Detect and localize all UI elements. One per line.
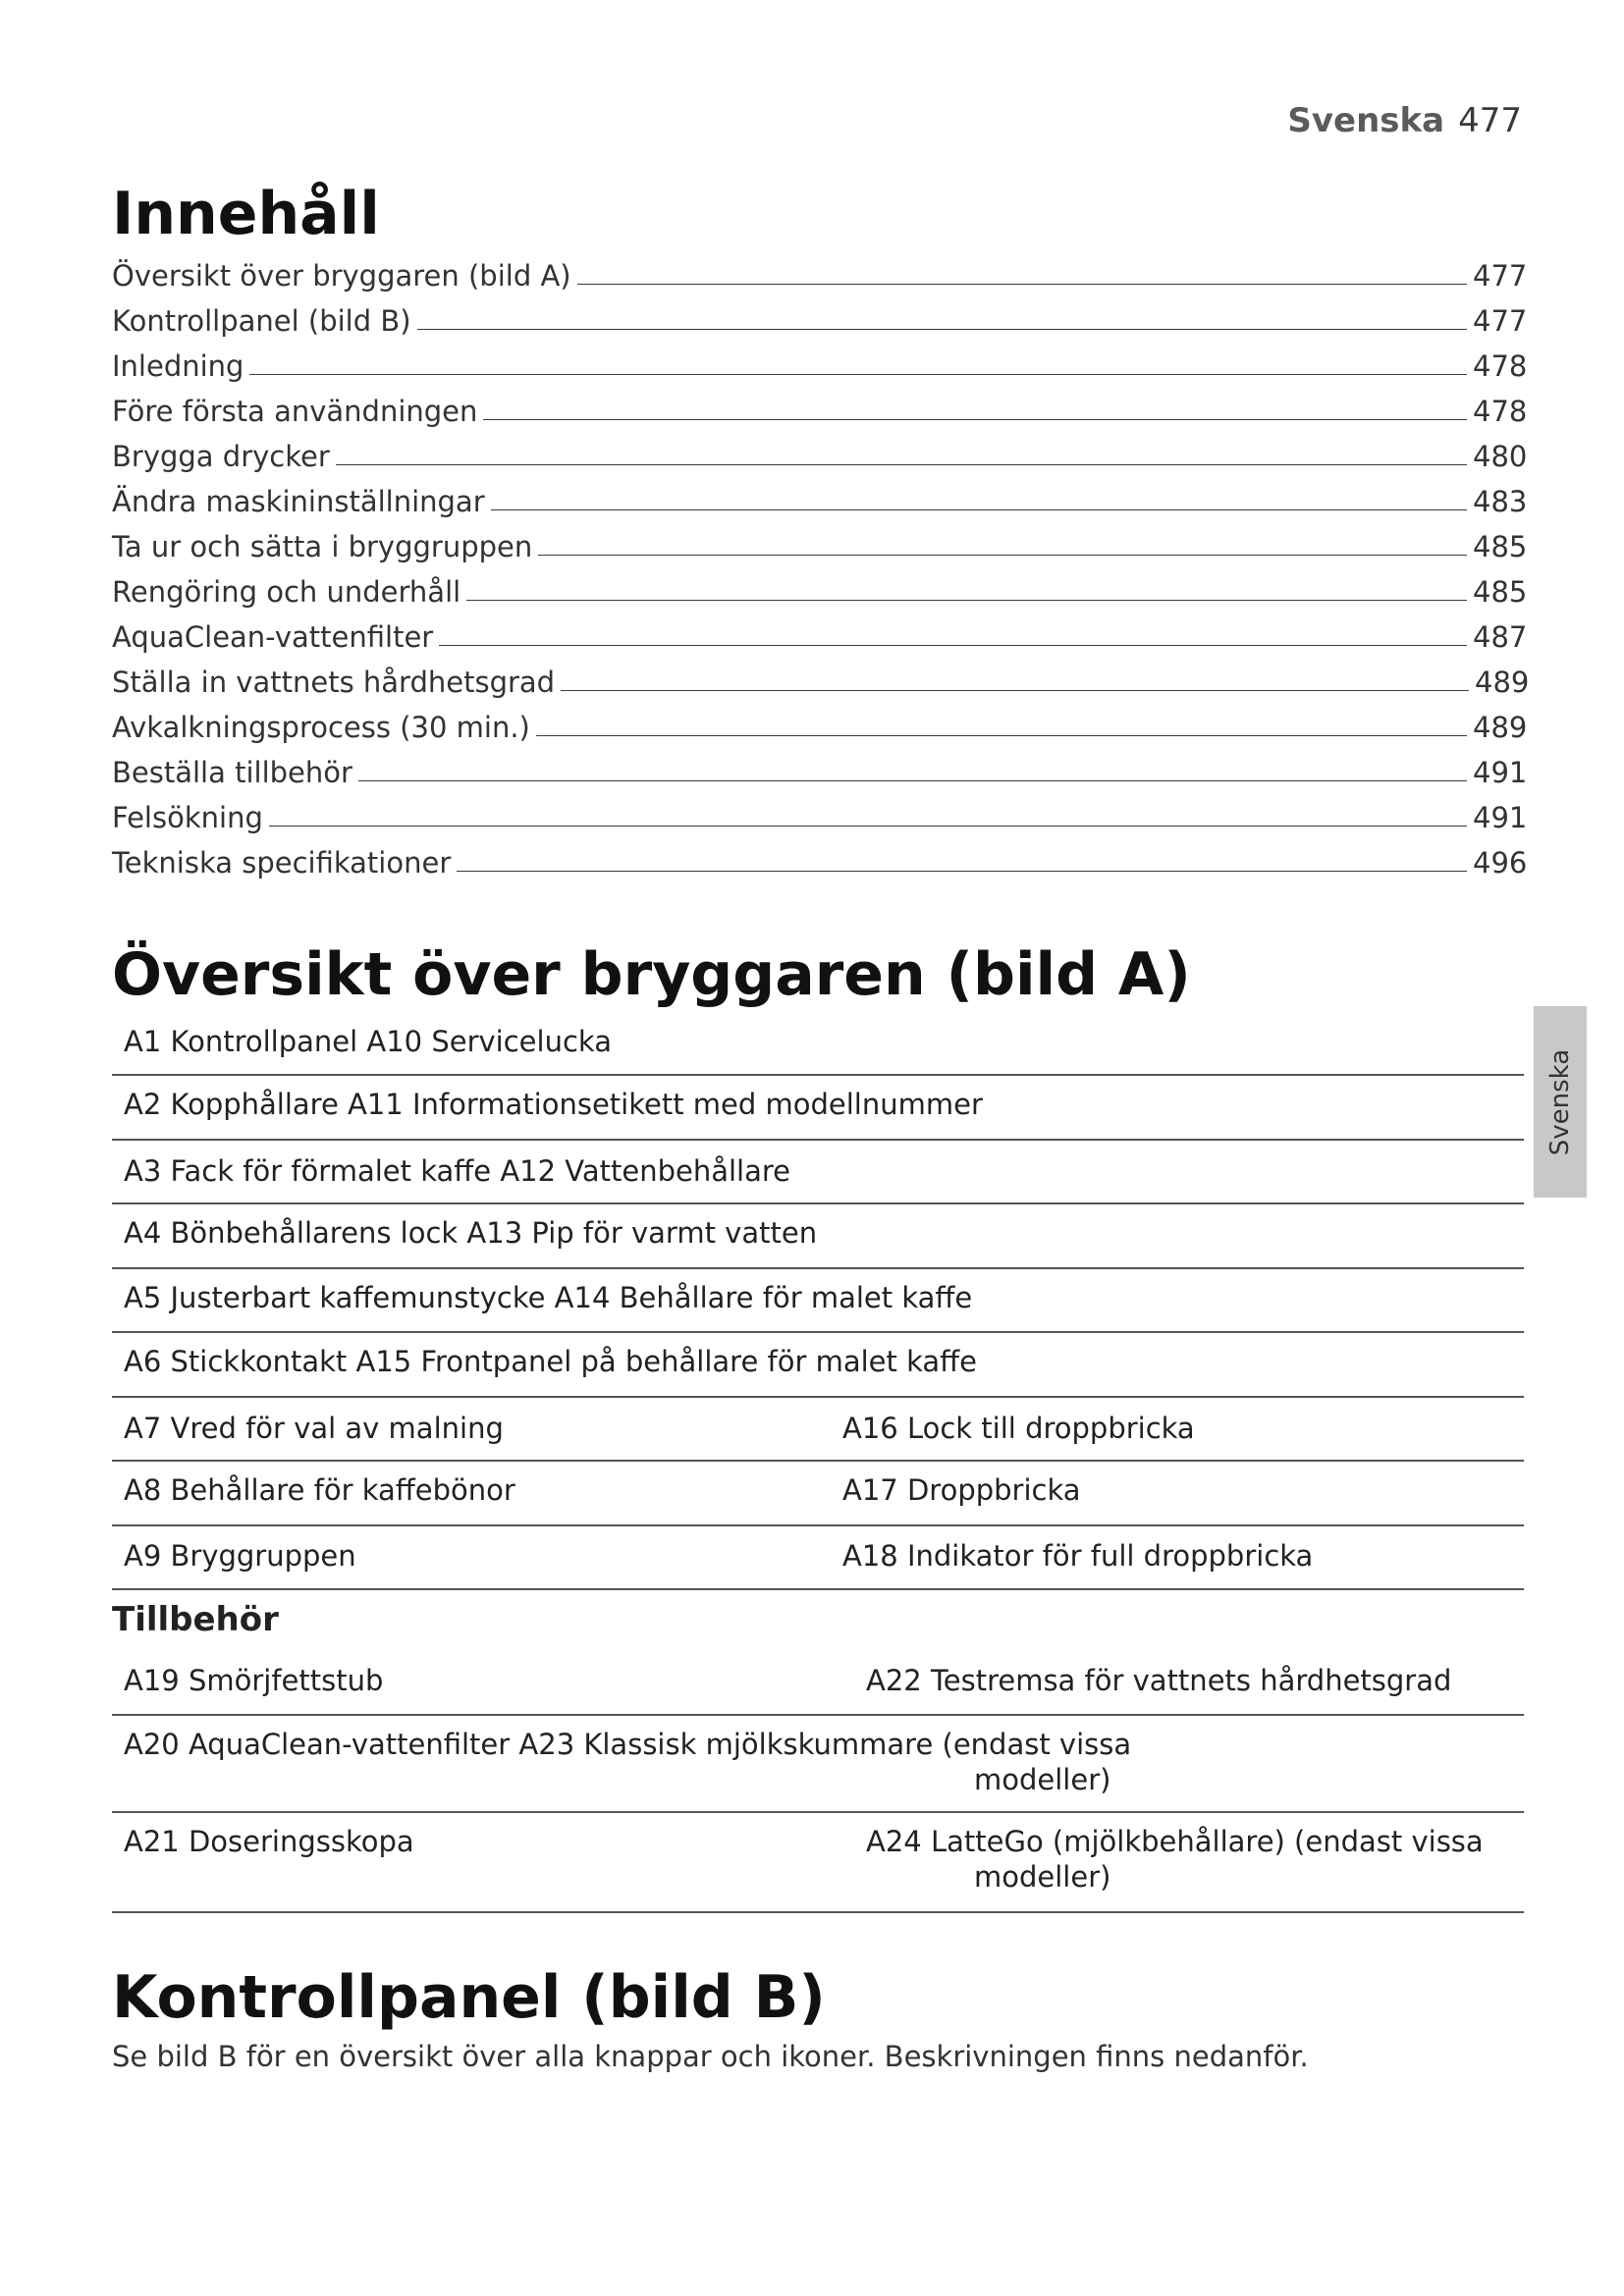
table-row	[112, 1526, 1524, 1590]
toc-entry[interactable]	[112, 293, 1526, 338]
table-cell: A16 Lock till droppbricka	[842, 1412, 1195, 1445]
table-row	[112, 1398, 1524, 1462]
table-row	[112, 1333, 1524, 1398]
toc-entry-label: Översikt över bryggaren (bild A)	[112, 259, 571, 293]
toc-entry-page: 489	[1473, 711, 1528, 744]
toc-entry[interactable]	[112, 789, 1526, 834]
toc-entry-label: Rengöring och underhåll	[112, 575, 461, 609]
control-panel-description: Se bild B för en översikt över alla knappar och ikoner. Beskrivningen finns nedanför.	[112, 2040, 1309, 2073]
toc-entry-page: 496	[1473, 846, 1528, 880]
toc-entry-page: 485	[1473, 530, 1528, 563]
toc-entry[interactable]	[112, 699, 1526, 744]
toc-entry[interactable]	[112, 654, 1530, 699]
table-cell: A21 Doseringsskopa	[124, 1825, 414, 1858]
page-header	[1287, 101, 1522, 140]
toc-entry[interactable]	[112, 834, 1526, 880]
toc-entry[interactable]	[112, 563, 1526, 609]
table-cell: A4 Bönbehållarens lock A13 Pip för varmt vatten	[124, 1216, 818, 1250]
toc-leader	[483, 419, 1467, 420]
table-row	[112, 1652, 1524, 1716]
header-language: Svenska	[1287, 101, 1445, 140]
overview-title: Översikt över bryggaren (bild A)	[112, 940, 1191, 1009]
toc-entry-label: Ställa in vattnets hårdhetsgrad	[112, 666, 556, 699]
toc-leader	[561, 690, 1469, 691]
table-cell: A5 Justerbart kaffemunstycke A14 Behållare för malet kaffe	[124, 1281, 973, 1314]
toc-leader	[491, 509, 1467, 510]
language-side-tab	[1534, 1006, 1587, 1198]
table-cell: A2 Kopphållare A11 Informationsetikett med modellnummer	[124, 1088, 983, 1121]
table-cell: A22 Testremsa för vattnets hårdhetsgrad	[866, 1664, 1452, 1697]
toc-entry[interactable]	[112, 609, 1526, 654]
toc-entry-label: Inledning	[112, 349, 244, 383]
table-cell: A1 Kontrollpanel A10 Servicelucka	[124, 1025, 612, 1058]
table-cell: A18 Indikator för full droppbricka	[842, 1539, 1314, 1573]
toc-entry[interactable]	[112, 247, 1526, 293]
toc-entry-label: Före första användningen	[112, 395, 478, 428]
table-cell: A8 Behållare för kaffebönor	[124, 1473, 515, 1507]
toc-entry-label: AquaClean-vattenfilter	[112, 620, 434, 654]
toc-entry-page: 491	[1473, 801, 1528, 834]
accessories-heading: Tillbehör	[112, 1600, 279, 1639]
toc-entry-page: 478	[1473, 395, 1528, 428]
accessories-table	[112, 1652, 1524, 1913]
table-row	[112, 1813, 1524, 1913]
table-of-contents	[112, 247, 1530, 880]
table-cell: A20 AquaClean-vattenfilter A23 Klassisk mjölkskummare (endast vissa	[124, 1728, 1132, 1761]
overview-table	[112, 1011, 1524, 1590]
toc-entry[interactable]	[112, 473, 1526, 518]
toc-entry-page: 480	[1473, 440, 1528, 473]
header-page-number: 477	[1458, 101, 1522, 140]
toc-entry[interactable]	[112, 518, 1526, 563]
table-cell: A17 Droppbricka	[842, 1473, 1081, 1507]
table-cell-continuation: modeller)	[974, 1763, 1111, 1796]
toc-entry-label: Tekniska specifikationer	[112, 846, 452, 880]
toc-entry-label: Ändra maskininställningar	[112, 485, 485, 518]
table-row	[112, 1141, 1524, 1204]
table-cell: A3 Fack för förmalet kaffe A12 Vattenbehållare	[124, 1154, 791, 1188]
toc-entry-label: Felsökning	[112, 801, 263, 834]
toc-entry-page: 478	[1473, 349, 1528, 383]
toc-entry-page: 489	[1475, 666, 1530, 699]
toc-leader	[417, 329, 1467, 330]
table-cell-continuation: modeller)	[974, 1860, 1111, 1894]
table-row	[112, 1011, 1524, 1076]
toc-entry-page: 485	[1473, 575, 1528, 609]
toc-entry-page: 477	[1473, 259, 1528, 293]
control-panel-title: Kontrollpanel (bild B)	[112, 1963, 826, 2032]
toc-entry-label: Kontrollpanel (bild B)	[112, 304, 411, 338]
toc-entry[interactable]	[112, 428, 1526, 473]
table-cell: A19 Smörjfettstub	[124, 1664, 384, 1697]
table-row	[112, 1204, 1524, 1269]
toc-entry-label: Beställa tillbehör	[112, 756, 352, 789]
toc-entry-page: 483	[1473, 485, 1528, 518]
toc-leader	[358, 780, 1467, 781]
toc-entry-label: Avkalkningsprocess (30 min.)	[112, 711, 530, 744]
toc-entry-label: Brygga drycker	[112, 440, 330, 473]
toc-entry-label: Ta ur och sätta i bryggruppen	[112, 530, 533, 563]
toc-leader	[269, 826, 1467, 827]
table-row	[112, 1716, 1524, 1813]
side-tab-label: Svenska	[1545, 1048, 1575, 1155]
toc-leader	[336, 464, 1467, 465]
toc-leader	[538, 555, 1467, 556]
toc-leader	[466, 600, 1467, 601]
table-cell: A9 Bryggruppen	[124, 1539, 356, 1573]
toc-entry[interactable]	[112, 338, 1526, 383]
toc-entry-page: 487	[1473, 620, 1528, 654]
toc-entry-page: 477	[1473, 304, 1528, 338]
table-cell: A7 Vred för val av malning	[124, 1412, 504, 1445]
toc-title: Innehåll	[112, 180, 380, 248]
table-row	[112, 1462, 1524, 1526]
toc-leader	[457, 871, 1467, 872]
table-cell: A24 LatteGo (mjölkbehållare) (endast vissa	[866, 1825, 1484, 1858]
table-cell: A6 Stickkontakt A15 Frontpanel på behållare för malet kaffe	[124, 1345, 977, 1378]
table-row	[112, 1076, 1524, 1141]
toc-entry[interactable]	[112, 744, 1526, 789]
toc-entry-page: 491	[1473, 756, 1528, 789]
toc-entry[interactable]	[112, 383, 1526, 428]
table-row	[112, 1269, 1524, 1333]
toc-leader	[249, 374, 1467, 375]
toc-leader	[577, 284, 1467, 285]
toc-leader	[536, 735, 1467, 736]
toc-leader	[439, 645, 1467, 646]
